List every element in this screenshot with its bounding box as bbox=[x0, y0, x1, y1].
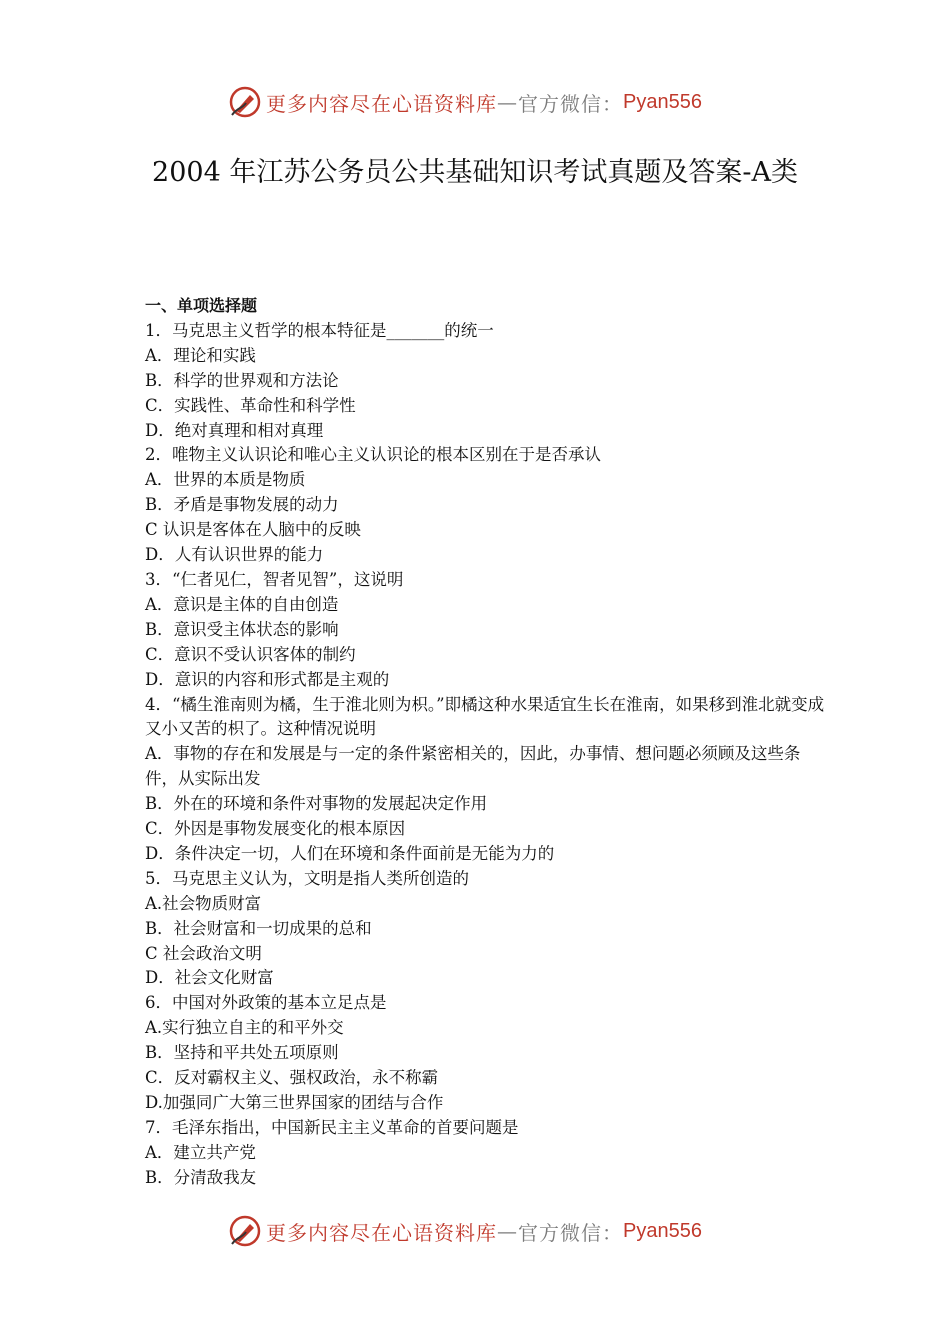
option-1b: B．科学的世界观和方法论 bbox=[145, 370, 339, 390]
option-2a: A．世界的本质是物质 bbox=[145, 470, 306, 490]
banner-main-text: 更多内容尽在心语资料库 bbox=[266, 91, 497, 116]
option-4c: C．外因是事物发展变化的根本原因 bbox=[145, 819, 406, 839]
question-2: 2．唯物主义认识论和唯心主义认识论的根本区别在于是否承认 bbox=[145, 445, 601, 465]
banner-dash: — bbox=[497, 90, 518, 114]
question-1: 1．马克思主义哲学的根本特征是_______的统一 bbox=[145, 320, 494, 340]
pen-nib-logo-icon bbox=[228, 1214, 262, 1248]
option-6a: A.实行独立自主的和平外交 bbox=[145, 1018, 344, 1038]
question-5: 5．马克思主义认为，文明是指人类所创造的 bbox=[145, 868, 469, 888]
option-4b: B．外在的环境和条件对事物的发展起决定作用 bbox=[145, 794, 488, 814]
footer-banner bbox=[228, 1214, 702, 1248]
option-1a: A．理论和实践 bbox=[145, 345, 256, 365]
option-3a: A．意识是主体的自由创造 bbox=[145, 594, 339, 614]
header-banner bbox=[228, 85, 702, 119]
option-6c: C．反对霸权主义、强权政治，永不称霸 bbox=[145, 1068, 439, 1088]
banner-wechat-id: Pyan556 bbox=[623, 1219, 702, 1242]
banner-sub-text: 官方微信： bbox=[518, 1220, 623, 1245]
option-5c: C 社会政治文明 bbox=[145, 943, 262, 963]
pen-nib-logo-icon bbox=[228, 85, 262, 119]
option-2c: C 认识是客体在人脑中的反映 bbox=[145, 520, 361, 540]
banner-dash: — bbox=[497, 1219, 518, 1243]
option-5d: D．社会文化财富 bbox=[145, 968, 274, 988]
document-body bbox=[145, 294, 825, 1191]
option-1d: D．绝对真理和相对真理 bbox=[145, 420, 324, 440]
option-3d: D．意识的内容和形式都是主观的 bbox=[145, 669, 390, 689]
question-3: 3．“仁者见仁，智者见智”，这说明 bbox=[145, 569, 404, 589]
option-6b: B．坚持和平共处五项原则 bbox=[145, 1043, 339, 1063]
banner-main-text: 更多内容尽在心语资料库 bbox=[266, 1220, 497, 1245]
section-heading: 一、单项选择题 bbox=[145, 296, 258, 315]
option-7a: A．建立共产党 bbox=[145, 1142, 256, 1162]
question-6: 6．中国对外政策的基本立足点是 bbox=[145, 993, 387, 1013]
question-4: 4．“橘生淮南则为橘，生于淮北则为枳。”即橘这种水果适宜生长在淮南，如果移到淮北就变成又小又苦的枳了。这种情况说明 bbox=[145, 694, 825, 739]
option-3c: C．意识不受认识客体的制约 bbox=[145, 644, 356, 664]
option-4d: D．条件决定一切，人们在环境和条件面前是无能为力的 bbox=[145, 843, 555, 863]
document-title: 2004 年江苏公务员公共基础知识考试真题及答案-A类 bbox=[152, 157, 798, 188]
banner-wechat-id: Pyan556 bbox=[623, 90, 702, 113]
option-7b: B．分清敌我友 bbox=[145, 1167, 257, 1187]
option-5b: B．社会财富和一切成果的总和 bbox=[145, 918, 372, 938]
banner-sub-text: 官方微信： bbox=[518, 91, 623, 116]
option-1c: C．实践性、革命性和科学性 bbox=[145, 395, 356, 415]
option-2b: B．矛盾是事物发展的动力 bbox=[145, 495, 339, 515]
option-2d: D．人有认识世界的能力 bbox=[145, 545, 324, 565]
question-7: 7．毛泽东指出，中国新民主主义革命的首要问题是 bbox=[145, 1117, 519, 1137]
option-4a: A．事物的存在和发展是与一定的条件紧密相关的，因此，办事情、想问题必须顾及这些条件，从实际出发 bbox=[145, 744, 801, 789]
option-6d: D.加强同广大第三世界国家的团结与合作 bbox=[145, 1093, 444, 1112]
option-3b: B．意识受主体状态的影响 bbox=[145, 619, 339, 639]
option-5a: A.社会物质财富 bbox=[145, 893, 262, 913]
